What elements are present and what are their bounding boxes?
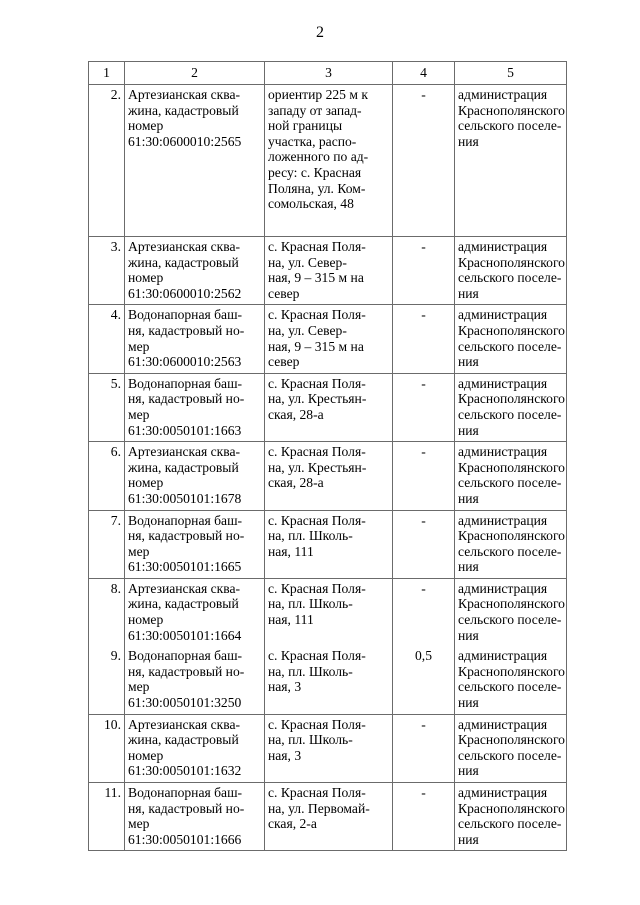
owner-line: ния (458, 422, 479, 438)
owner-line: администрация (458, 580, 548, 596)
object-line: жина, кадастровый (128, 102, 239, 118)
object-line: 61:30:0050101:1665 (128, 559, 242, 575)
location-line: сомольская, 48 (268, 196, 354, 212)
col4-cell: - (393, 783, 455, 851)
location-line: север (268, 354, 300, 370)
row-number: 3. (89, 237, 125, 305)
owner-line: ния (458, 490, 479, 506)
owner-line: администрация (458, 444, 548, 460)
object-cell (125, 237, 265, 305)
row-number: 8. (89, 578, 125, 646)
owner-cell (455, 714, 567, 782)
location-line: на, ул. Первомай- (268, 800, 370, 816)
owner-line: сельского поселе- (458, 679, 562, 695)
owner-line: Краснополянского (458, 391, 565, 407)
header-col-5: 5 (455, 62, 567, 85)
owner-line: Краснополянского (458, 800, 565, 816)
owner-line: Краснополянского (458, 102, 565, 118)
object-line: жина, кадастровый (128, 459, 239, 475)
object-line: жина, кадастровый (128, 596, 239, 612)
owner-line: Краснополянского (458, 596, 565, 612)
location-line: Поляна, ул. Ком- (268, 180, 366, 196)
object-line: Водонапорная баш- (128, 785, 243, 800)
object-line: 61:30:0050101:1663 (128, 422, 242, 438)
object-line: номер (128, 475, 164, 491)
object-cell (125, 85, 265, 237)
object-line: мер (128, 406, 150, 422)
owner-cell (455, 510, 567, 578)
location-line: на, ул. Крестьян- (268, 459, 367, 475)
object-line: ня, кадастровый но- (128, 391, 245, 407)
owner-cell (455, 578, 567, 646)
header-col-4: 4 (393, 62, 455, 85)
owner-line: администрация (458, 785, 548, 800)
owner-line: сельского поселе- (458, 118, 562, 134)
owner-line: ния (458, 559, 479, 575)
object-line: 61:30:0600010:2563 (128, 354, 242, 370)
owner-line: администрация (458, 512, 548, 528)
object-cell (125, 646, 265, 714)
owner-cell (455, 305, 567, 373)
owner-line: Краснополянского (458, 459, 565, 475)
location-cell (265, 714, 393, 782)
location-line: с. Красная Поля- (268, 716, 366, 732)
location-line: с. Красная Поля- (268, 785, 366, 800)
location-cell (265, 373, 393, 441)
row-number: 11. (89, 783, 125, 851)
location-line: на, ул. Север- (268, 254, 347, 270)
location-line: ориентир 225 м к (268, 87, 368, 102)
table-row (89, 510, 567, 578)
location-line: на, ул. Север- (268, 322, 347, 338)
object-line: мер (128, 338, 150, 354)
table-header-row (89, 62, 567, 85)
header-col-2: 2 (125, 62, 265, 85)
owner-line: сельского поселе- (458, 612, 562, 628)
object-line: 61:30:0050101:1632 (128, 763, 242, 779)
owner-line: Краснополянского (458, 663, 565, 679)
location-line: ная, 9 – 315 м на (268, 338, 364, 354)
object-cell (125, 373, 265, 441)
owner-line: ния (458, 285, 479, 301)
owner-line: администрация (458, 375, 548, 391)
object-line: номер (128, 118, 164, 134)
object-line: номер (128, 270, 164, 286)
location-line: ская, 2-а (268, 816, 317, 832)
table-row (89, 578, 567, 646)
location-line: участка, распо- (268, 133, 357, 149)
location-line: ной границы (268, 118, 343, 134)
owner-line: Краснополянского (458, 322, 565, 338)
owner-line: ния (458, 763, 479, 779)
table-row (89, 646, 567, 714)
object-line: Водонапорная баш- (128, 375, 243, 391)
object-line: мер (128, 679, 150, 695)
owner-line: сельского поселе- (458, 747, 562, 763)
object-line: 61:30:0050101:1666 (128, 831, 242, 847)
location-line: ская, 28-а (268, 406, 324, 422)
table-row (89, 305, 567, 373)
location-line: ная, 111 (268, 543, 314, 559)
location-line: на, пл. Школь- (268, 528, 353, 544)
object-line: Артезианская сква- (128, 239, 241, 254)
location-line: север (268, 285, 300, 301)
object-cell (125, 305, 265, 373)
owner-cell (455, 373, 567, 441)
owner-cell (455, 237, 567, 305)
owner-line: сельского поселе- (458, 475, 562, 491)
owner-line: администрация (458, 648, 548, 664)
owner-line: администрация (458, 307, 548, 323)
location-cell (265, 237, 393, 305)
owner-cell (455, 646, 567, 714)
location-line: с. Красная Поля- (268, 648, 366, 664)
owner-line: Краснополянского (458, 528, 565, 544)
object-line: Артезианская сква- (128, 716, 241, 732)
object-line: мер (128, 543, 150, 559)
page-number: 2 (316, 24, 324, 41)
owner-line: ния (458, 831, 479, 847)
row-number: 6. (89, 442, 125, 510)
object-cell (125, 714, 265, 782)
table-row (89, 237, 567, 305)
col4-cell: - (393, 373, 455, 441)
object-line: жина, кадастровый (128, 732, 239, 748)
location-line: с. Красная Поля- (268, 580, 366, 596)
object-cell (125, 578, 265, 646)
owner-line: сельского поселе- (458, 270, 562, 286)
object-line: 61:30:0050101:3250 (128, 695, 242, 711)
col4-cell: - (393, 510, 455, 578)
object-line: Водонапорная баш- (128, 307, 243, 323)
owner-line: ния (458, 354, 479, 370)
location-cell (265, 783, 393, 851)
object-line: 61:30:0050101:1678 (128, 490, 242, 506)
registry-table (88, 61, 567, 851)
owner-line: сельского поселе- (458, 406, 562, 422)
location-cell (265, 646, 393, 714)
row-number: 10. (89, 714, 125, 782)
location-line: на, ул. Крестьян- (268, 391, 367, 407)
object-line: 61:30:0600010:2565 (128, 133, 242, 149)
owner-line: Краснополянского (458, 254, 565, 270)
location-cell (265, 442, 393, 510)
location-cell (265, 578, 393, 646)
owner-line: Краснополянского (458, 732, 565, 748)
location-line: с. Красная Поля- (268, 375, 366, 391)
col4-cell: - (393, 442, 455, 510)
owner-line: сельского поселе- (458, 543, 562, 559)
col4-cell: - (393, 85, 455, 237)
location-line: ресу: с. Красная (268, 164, 362, 180)
location-line: на, пл. Школь- (268, 596, 353, 612)
col4-cell: - (393, 237, 455, 305)
col4-cell: - (393, 578, 455, 646)
owner-line: ния (458, 695, 479, 711)
row-number: 5. (89, 373, 125, 441)
object-line: Водонапорная баш- (128, 648, 243, 664)
object-line: ня, кадастровый но- (128, 528, 245, 544)
col4-cell: - (393, 305, 455, 373)
owner-cell (455, 442, 567, 510)
object-line: ня, кадастровый но- (128, 322, 245, 338)
location-line: с. Красная Поля- (268, 239, 366, 254)
location-cell (265, 85, 393, 237)
object-line: жина, кадастровый (128, 254, 239, 270)
object-line: Артезианская сква- (128, 580, 241, 596)
col4-cell: 0,5 (393, 646, 455, 714)
location-line: с. Красная Поля- (268, 307, 366, 323)
object-line: 61:30:0600010:2562 (128, 285, 242, 301)
object-line: Артезианская сква- (128, 444, 241, 460)
row-number: 2. (89, 85, 125, 237)
location-cell (265, 305, 393, 373)
row-number: 7. (89, 510, 125, 578)
object-line: Водонапорная баш- (128, 512, 243, 528)
object-line: 61:30:0050101:1664 (128, 627, 242, 643)
location-line: на, пл. Школь- (268, 732, 353, 748)
location-line: ная, 111 (268, 612, 314, 628)
owner-line: ния (458, 133, 479, 149)
row-number: 4. (89, 305, 125, 373)
location-line: с. Красная Поля- (268, 444, 366, 460)
owner-cell (455, 783, 567, 851)
table-row (89, 373, 567, 441)
location-line: на, пл. Школь- (268, 663, 353, 679)
table-row (89, 714, 567, 782)
location-line: ная, 3 (268, 679, 302, 695)
object-line: номер (128, 612, 164, 628)
location-cell (265, 510, 393, 578)
row-number: 9. (89, 646, 125, 714)
owner-line: сельского поселе- (458, 338, 562, 354)
owner-line: ния (458, 627, 479, 643)
table-row (89, 442, 567, 510)
object-cell (125, 783, 265, 851)
owner-cell (455, 85, 567, 237)
owner-line: сельского поселе- (458, 816, 562, 832)
table-row (89, 85, 567, 237)
object-line: ня, кадастровый но- (128, 800, 245, 816)
header-col-1: 1 (89, 62, 125, 85)
table-row (89, 783, 567, 851)
header-col-3: 3 (265, 62, 393, 85)
owner-line: администрация (458, 239, 548, 254)
object-cell (125, 510, 265, 578)
col4-cell: - (393, 714, 455, 782)
location-line: западу от запад- (268, 102, 362, 118)
location-line: с. Красная Поля- (268, 512, 366, 528)
owner-line: администрация (458, 716, 548, 732)
location-line: ложенного по ад- (268, 149, 369, 165)
location-line: ная, 9 – 315 м на (268, 270, 364, 286)
table-body (89, 85, 567, 851)
object-line: номер (128, 747, 164, 763)
location-line: ская, 28-а (268, 475, 324, 491)
object-cell (125, 442, 265, 510)
object-line: мер (128, 816, 150, 832)
object-line: ня, кадастровый но- (128, 663, 245, 679)
object-line: Артезианская сква- (128, 87, 241, 102)
owner-line: администрация (458, 87, 548, 102)
location-line: ная, 3 (268, 747, 302, 763)
